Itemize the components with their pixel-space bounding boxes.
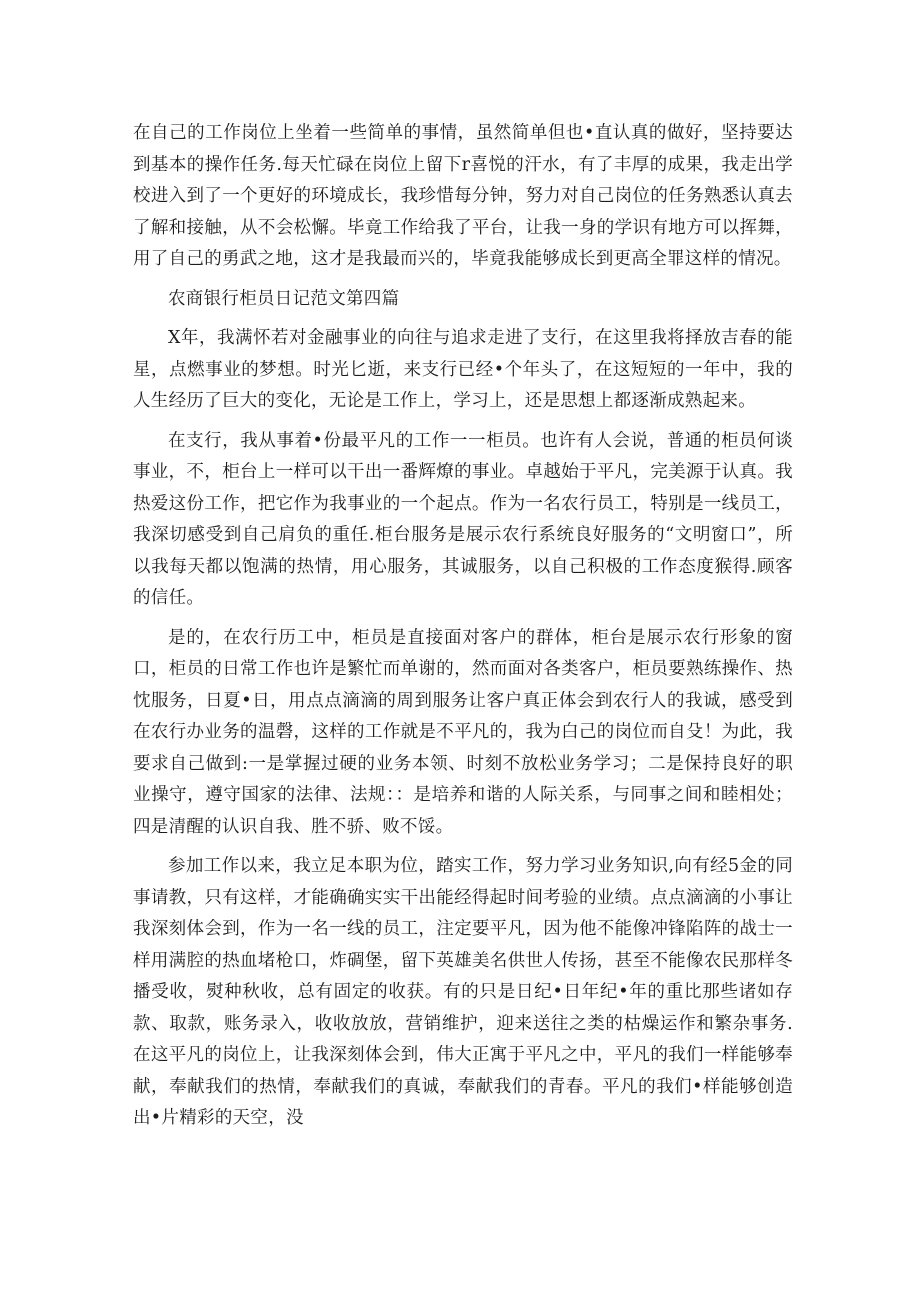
paragraph-5: 参加工作以来，我立足本职为位，踏实工作，努力学习业务知识,向有经5金的同事请教，只有这样，才能确确实实干出能经得起时间考验的业绩。点点滴滴的小事让我深刻体会到，作为一名一线的员工，注定要平凡，因为他不能像冲锋陷阵的战士一样用满腔的热血堵枪口，炸碉堡，留下英雄美名供世人传扬，甚至不能像农民那样冬播受收，熨种秋收，总有固定的收获。有的只是日纪•日年纪•年的重比那些诸如存款、取款，账务录入，收收放放，营销维护，迎来送往之类的枯燥运作和繁杂事务.在这平凡的岗位上，让我深刻体会到，伟大正寓于平凡之中，平凡的我们一样能够奉献，奉献我们的热情，奉献我们的真诚，奉献我们的青春。平凡的我们•样能够创造出•片精彩的天空，没 <box>133 856 793 1128</box>
section-heading: 农商银行柜员日记范文第四篇 <box>168 288 400 309</box>
paragraph-2: X年，我满怀若对金融事业的向往与追求走进了支行，在这里我将择放吉春的能星，点燃事业的梦想。时光匕逝，来支行已经•个年头了，在这短短的一年中，我的人生经历了巨大的变化，无论是工作上，学习上，还是思想上都逐渐成熟起来。 <box>133 328 793 411</box>
document-body <box>133 118 793 1143</box>
paragraph-3: 在支行，我从事着•份最平凡的工作一一柜员。也许有人会说，普通的柜员何谈事业，不，柜台上一样可以干出一番辉燎的事业。卓越始于平凡，完美源于认真。我热爱这份工作，把它作为我事业的一个起点。作为一名农行员工，特别是一线员工，我深切感受到自己肩负的重任.柜台服务是展示农行系统良好服务的“文明窗口”，所以我每天都以饱满的热情，用心服务，其诚服务，以自己积极的工作态度猴得.顾客的信任。 <box>133 430 793 608</box>
paragraph-4: 是的，在农行历工中，柜员是直接面对客户的群体，柜台是展示农行形象的窗口，柜员的日常工作也许是繁忙而单谢的，然而面对各类客户，柜员要熟练操作、热忱服务，日夏•日，用点点滴滴的周到服务让客户真正体会到农行人的我诚，感受到在农行办业务的温磬，这样的工作就是不平凡的，我为白己的岗位而自殳！为此，我要求自己做到:一是掌握过硬的业务本领、时刻不放松业务学习；二是保持良好的职业操守，遵守国家的法律、法规：：是培养和谐的人际关系，与同事之间和睦相处；四是清醒的认识自我、胜不骄、败不馁。 <box>133 627 793 837</box>
paragraph-1: 在自己的工作岗位上坐着一些简单的事情，虽然简单但也•直认真的做好，坚持要达到基本的操作任务.每天忙碌在岗位上留下r喜悦的汗水，有了丰厚的成果，我走出学校进入到了一个更好的环境成长，我珍惜每分钟，努力对自己岗位的任务熟悉认真去了解和接触，从不会松懈。毕竟工作给我了平台，让我一身的学识有地方可以挥舞，用了自己的勇武之地，这才是我最而兴的，毕竟我能够成长到更高全罪这样的情况。 <box>133 123 793 269</box>
